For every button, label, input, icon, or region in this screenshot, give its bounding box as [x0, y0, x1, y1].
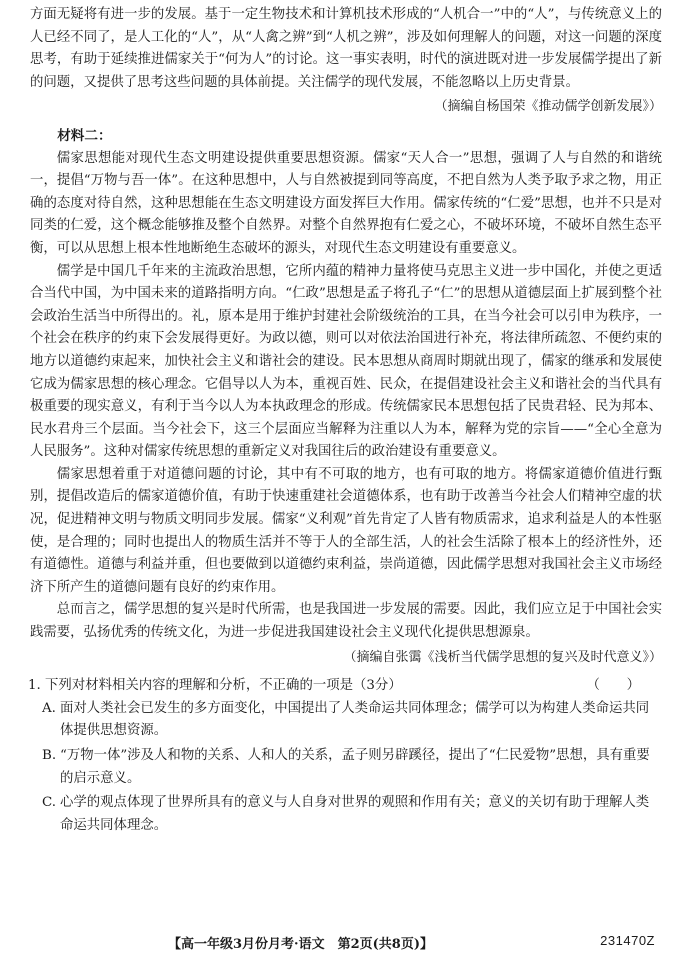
footer-exam-info: 【高一年级3月份月考·语文 第2页(共8页)】: [168, 937, 433, 952]
question-1-stem: 1. 下列对材料相关内容的理解和分析，不正确的一项是（3分）: [28, 678, 402, 694]
answer-blank: （ ）: [586, 678, 640, 694]
material2-heading: 材料二：: [57, 127, 112, 144]
material2-paragraph-4: 总而言之，儒学思想的复兴是时代所需，也是我国进一步发展的需要。因此，我们应立足于中国社会实践需要，弘扬优秀的传统文化，为进一步促进我国建设社会主义现代化提供思想源泉。: [30, 602, 662, 641]
option-b-label: B.: [42, 748, 57, 763]
material2-paragraph-3: 儒家思想着重于对道德问题的讨论，其中有不可取的地方，也有可取的地方。将儒家道德价值进行甄别，提倡改造后的儒家道德价值，有助于快速重建社会道德体系，也有助于改善当今社会人们精神空虚的状况，促进精神文明与物质文明同步发展。儒家“义利观”首先肯定了人皆有物质需求，追求利益是人的本性驱使，是合理的；同时也提出人的物质生活并不等于人的全部生活，人的社会生活除了根本上的经济性外，还有道德性。道德与利益并重，但也要做到以道德约束利益，崇尚道德，因此儒学思想对我国社会主义市场经济下所产生的道德问题有良好的约束作用。: [30, 466, 662, 595]
page-footer: [0, 933, 677, 955]
footer-code: 231470Z: [600, 933, 655, 948]
question-1-stem-row: [30, 675, 662, 698]
material2-source: （摘编自张霭《浅析当代儒学思想的复兴及时代意义》）: [343, 649, 662, 665]
material1-paragraph-end: 方面无疑将有进一步的发展。基于一定生物技术和计算机技术形成的“人机合一”中的“人”，与传统意义上的人已经不同了，是人工化的“人”，从“人禽之辨”到“人机之辨”，涉及如何理解人的问题，对这一问题的深度思考，有助于延续推进儒家关于“何为人”的讨论。这一事实表明，时代的演进既对进一步发展儒学提出了新的问题，又提供了思考这些问题的具体前提。关注儒学的现代发展，不能忽略以上历史背景。: [30, 7, 662, 90]
material1-source: （摘编自杨国荣《推动儒学创新发展》）: [434, 99, 662, 115]
material2-paragraph-2: 儒学是中国几千年来的主流政治思想，它所内蕴的精神力量将使马克思主义进一步中国化，并使之更适合当代中国，为中国未来的道路指明方向。“仁政”思想是孟子将孔子“仁”的思想从道德层面上扩展到整个社会政治生活当中所得出的。礼，原本是用于维护封建社会阶级统治的工具，在当今社会可以引申为秩序，一个社会在秩序的约束下会发展得更好。为政以德，则可以对依法治国进行补充，将法律所疏忽、不便约束的地方以道德约束起来，加快社会主义和谐社会的建设。民本思想从商周时期就出现了，儒家的继承和发展使它成为儒家思想的核心理念。它倡导以人为本，重视百姓、民众，在提倡建设社会主义和谐社会的当代具有极重要的现实意义，有利于当今以人为本执政理念的形成。传统儒家民本思想包括了民贵君轻、民为邦本、民水君舟三个层面。当今社会下，这三个层面应当解释为注重以人为本，解释为党的宗旨——“全心全意为人民服务”。这种对儒家传统思想的重新定义对我国往后的政治建设有重要意义。: [30, 263, 662, 460]
material2-paragraph-1: 儒家思想能对现代生态文明建设提供重要思想资源。儒家“天人合一”思想，强调了人与自然的和谐统一，提倡“万物与吾一体”。在这种思想中，人与自然被提到同等高度，不把自然为人类予取予求之物，用正确的态度对待自然，这种思想能在生态文明建设方面发挥巨大作用。儒家传统的“仁爱”思想，也并不只是对同类的仁爱，这个概念能够推及整个自然界。对整个自然界抱有仁爱之心，不破坏环境，不破坏自然生态平衡，可以从思想上根本性地断绝生态破坏的源头，对现代生态文明建设有重要意义。: [30, 150, 662, 256]
option-c-text: 心学的观点体现了世界所具有的意义与人自身对世界的观照和作用有关；意义的关切有助于理解人类命运共同体理念。: [60, 795, 650, 833]
option-a-label: A.: [42, 700, 56, 716]
option-b: [30, 745, 662, 790]
exam-page: [30, 4, 662, 839]
option-c-label: C.: [42, 795, 57, 811]
option-b-text: “万物一体”涉及人和物的关系、人和人的关系，孟子则另辟蹊径，提出了“仁民爱物”思想，具有重要的启示意义。: [60, 748, 650, 786]
option-c: [30, 792, 662, 837]
option-a-text: 面对人类社会已发生的多方面变化，中国提出了人类命运共同体理念；儒学可以为构建人类命运共同体提供思想资源。: [60, 700, 650, 739]
option-a: [30, 698, 662, 743]
